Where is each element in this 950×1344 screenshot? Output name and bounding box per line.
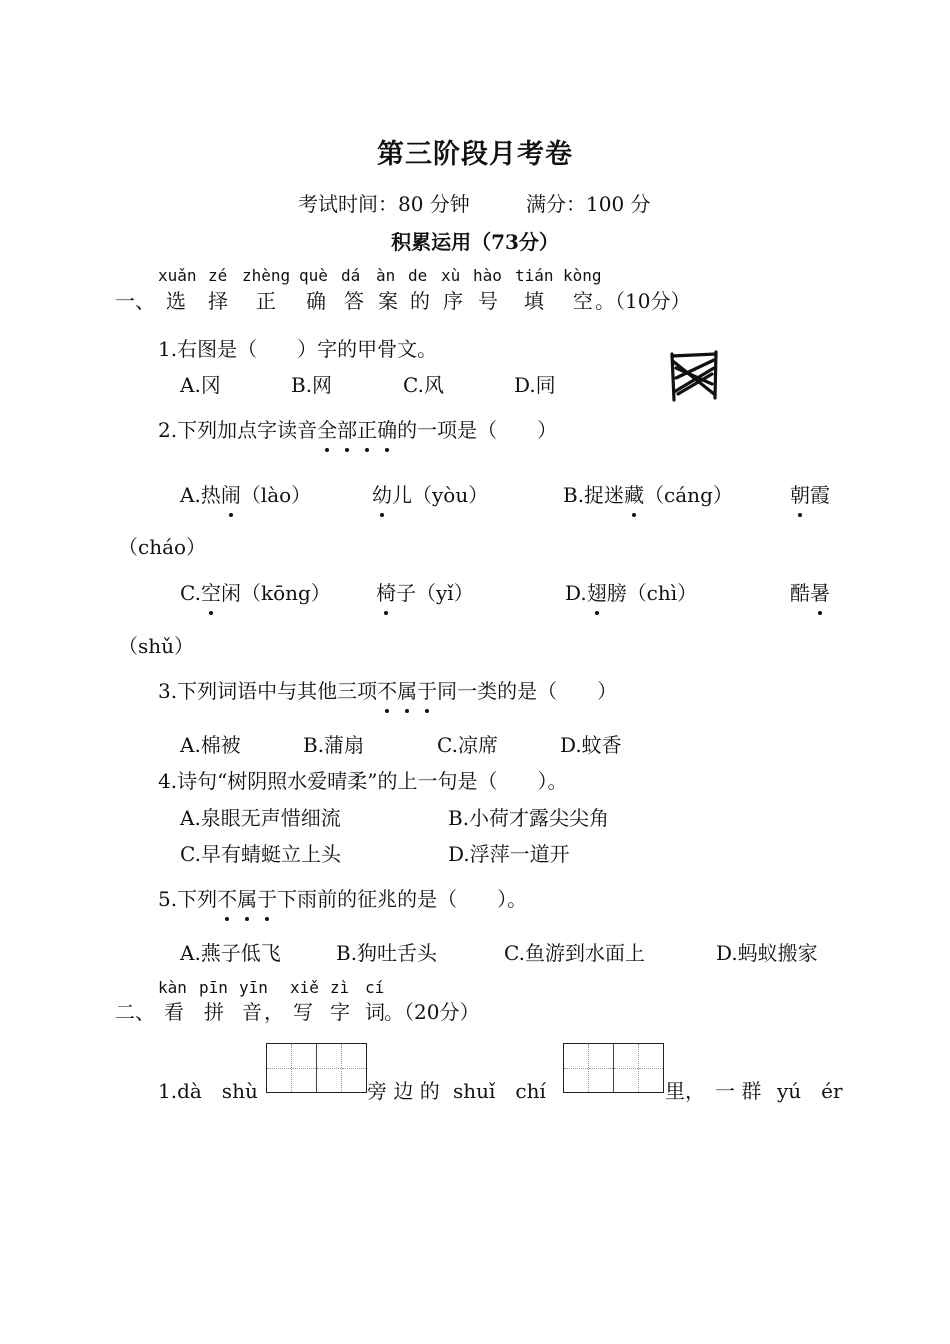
- part1-char-0: 选: [166, 289, 186, 313]
- q5-option-d[interactable]: D.蚂蚁搬家: [716, 941, 818, 965]
- part1-char-2: 正: [256, 289, 276, 313]
- q4-option-d[interactable]: D.浮萍一道开: [448, 842, 570, 866]
- part2-char-2: 音: [242, 1000, 262, 1024]
- writing-grid-1[interactable]: [266, 1043, 367, 1093]
- q3-stem: 3.下列词语中与其他三项不属于同一类的是（ ）: [158, 675, 617, 704]
- q3-option-b[interactable]: B.蒲扇: [303, 733, 365, 757]
- part1-pinyin-3: què: [299, 266, 328, 285]
- part1-pinyin-2: zhèng: [242, 266, 291, 285]
- q5-option-a[interactable]: A.燕子低飞: [180, 941, 281, 965]
- part1-char-6: 的: [410, 289, 430, 313]
- q2-option-c-word2: 椅子（yǐ）: [376, 577, 474, 606]
- part1-pinyin-8: hào: [473, 266, 502, 285]
- part2-pinyin-0: kàn: [158, 978, 187, 997]
- q5-stem: 5.下列不属于下雨前的征兆的是（ ）。: [158, 883, 527, 912]
- part2-char-0: 看: [164, 1000, 184, 1024]
- part1-char-10: 空: [573, 289, 593, 313]
- q1-option-b[interactable]: B.网: [291, 373, 333, 397]
- part2-pinyin-3: xiě: [290, 978, 319, 997]
- q4-option-b[interactable]: B.小荷才露尖尖角: [448, 806, 610, 830]
- q1-option-c[interactable]: C.风: [403, 373, 444, 397]
- part1-pinyin-7: xù: [441, 266, 461, 285]
- part1-pinyin-6: de: [408, 266, 428, 285]
- section-heading: 积累运用（73分）: [391, 230, 559, 254]
- part1-char-8: 号: [478, 289, 498, 313]
- part1-points: 。（10分）: [595, 289, 691, 313]
- full-score: 满分：100 分: [526, 192, 651, 216]
- part1-char-3: 确: [306, 289, 326, 313]
- part1-pinyin-4: dá: [341, 266, 361, 285]
- q1-stem: 1.右图是（ ）字的甲骨文。: [158, 337, 438, 361]
- part1-char-9: 填: [524, 289, 544, 313]
- p2-q1-pinyin-1: 1.dà shù: [158, 1079, 258, 1103]
- oracle-bone-glyph-image: [668, 348, 720, 404]
- part2-points: 。（20分）: [384, 1000, 480, 1024]
- q2-option-d-word2: 酷暑: [790, 577, 830, 606]
- part2-pinyin-5: cí: [365, 978, 385, 997]
- part1-char-5: 案: [378, 289, 398, 313]
- q4-option-a[interactable]: A.泉眼无声惜细流: [180, 806, 341, 830]
- q1-option-a[interactable]: A.冈: [180, 373, 221, 397]
- part1-pinyin-1: zé: [208, 266, 228, 285]
- writing-grid-2[interactable]: [563, 1043, 664, 1093]
- q2-option-b-word2: 朝霞: [790, 479, 830, 508]
- q2-option-a-word2: 幼儿（yòu）: [372, 479, 488, 508]
- part2-pinyin-1: pīn: [199, 978, 228, 997]
- q4-option-c[interactable]: C.早有蜻蜓立上头: [180, 842, 341, 866]
- q3-option-c[interactable]: C.凉席: [437, 733, 498, 757]
- q2-option-a[interactable]: A.热闹（lào）: [180, 479, 311, 508]
- q2-option-b[interactable]: B.捉迷藏（cáng）: [563, 479, 733, 508]
- q2-option-c[interactable]: C.空闲（kōng）: [180, 577, 331, 606]
- q2-option-d-word2-pinyin: （shǔ）: [118, 634, 195, 658]
- part2-char-4: 字: [330, 1000, 350, 1024]
- part2-comma: ，: [264, 1000, 284, 1024]
- q2-option-b-word2-pinyin: （cháo）: [118, 535, 207, 559]
- p2-q1-text-2: 里， 一 群: [665, 1079, 762, 1103]
- part2-pinyin-2: yīn: [239, 978, 268, 997]
- exam-time: 考试时间：80 分钟: [298, 192, 470, 216]
- part1-number: 一、: [115, 289, 155, 313]
- q5-option-b[interactable]: B.狗吐舌头: [336, 941, 438, 965]
- q2-option-d[interactable]: D.翅膀（chì）: [565, 577, 697, 606]
- part1-pinyin-10: kòng: [563, 266, 602, 285]
- part1-pinyin-5: àn: [376, 266, 396, 285]
- p2-q1-text-1: 旁 边 的: [367, 1079, 440, 1103]
- p2-q1-pinyin-3: yú ér: [777, 1079, 843, 1103]
- part2-char-1: 拼: [204, 1000, 224, 1024]
- q5-option-c[interactable]: C.鱼游到水面上: [504, 941, 645, 965]
- part2-char-3: 写: [293, 1000, 313, 1024]
- part1-char-1: 择: [208, 289, 228, 313]
- page-title: 第三阶段月考卷: [377, 139, 573, 170]
- q3-option-a[interactable]: A.棉被: [180, 733, 241, 757]
- q1-option-d[interactable]: D.同: [514, 373, 556, 397]
- part1-char-7: 序: [443, 289, 463, 313]
- part2-char-5: 词: [365, 1000, 385, 1024]
- part1-pinyin-0: xuǎn: [158, 266, 197, 285]
- p2-q1-pinyin-2: shuǐ chí: [453, 1079, 546, 1103]
- part2-pinyin-4: zì: [330, 978, 350, 997]
- part1-pinyin-9: tián: [515, 266, 554, 285]
- q3-option-d[interactable]: D.蚊香: [560, 733, 622, 757]
- part1-char-4: 答: [344, 289, 364, 313]
- q2-stem: 2.下列加点字读音全部正确的一项是（ ）: [158, 414, 557, 443]
- q4-stem: 4.诗句“树阴照水爱晴柔”的上一句是（ ）。: [158, 769, 568, 793]
- part2-number: 二、: [115, 1000, 155, 1024]
